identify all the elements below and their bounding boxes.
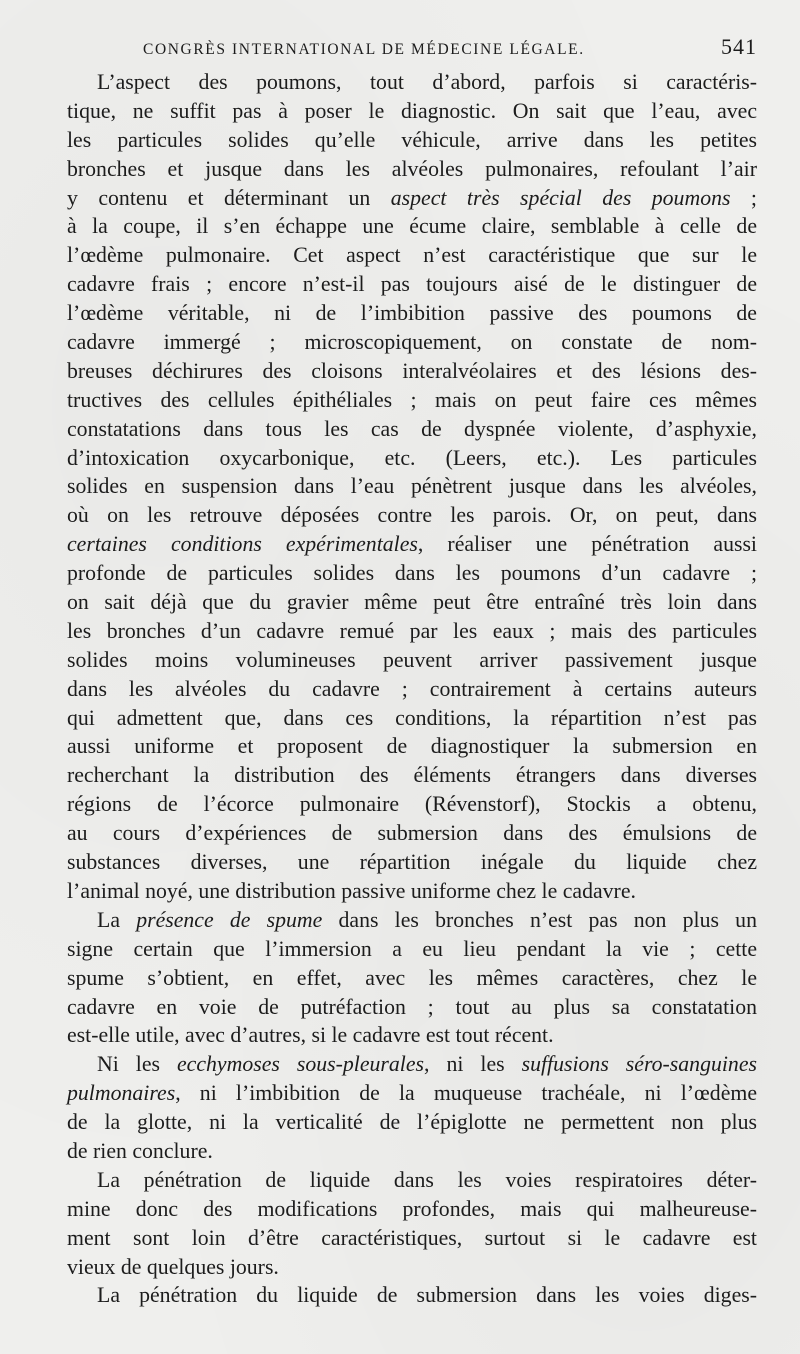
text-line [67,732,757,761]
running-title: CONGRÈS INTERNATIONAL DE MÉDECINE LÉGALE. [143,41,585,58]
text-run: profonde de particules solides dans les poumons d’un cadavre ; [67,561,757,586]
text-run: on sait déjà que du gravier même peut être entraîné très loin dans [67,590,757,615]
text-run: solides moins volumineuses peuvent arriver passivement jusque [67,647,757,672]
text-run: l’animal noyé, une distribution passive uniforme chez le cadavre. [67,878,636,903]
text-line [67,1253,757,1282]
text-line [67,501,757,530]
text-line [67,790,757,819]
text-line [67,1166,757,1195]
page-number: 541 [721,34,757,59]
text-line [67,386,757,415]
running-head [143,34,757,68]
text-line [67,935,757,964]
text-run: constatations dans tous les cas de dyspnée violente, d’asphyxie, [67,416,757,441]
text-line [67,617,757,646]
text-run: y contenu et déterminant un [67,185,391,210]
text-line [67,472,757,501]
text-run: tique, ne suffit pas à poser le diagnostic. On sait que l’eau, avec [67,98,757,123]
text-run: ; [730,185,757,210]
text-run: ment sont loin d’être caractéristiques, surtout si le cadavre est [67,1225,757,1250]
text-run: est-elle utile, avec d’autres, si le cadavre est tout récent. [67,1023,554,1048]
text-line [67,357,757,386]
text-line [67,848,757,877]
text-run: tructives des cellules épithéliales ; mais on peut faire ces mêmes [67,387,757,412]
body-text [67,68,757,1310]
text-line [67,1050,757,1079]
text-run: régions de l’écorce pulmonaire (Révenstorf), Stockis a obtenu, [67,792,757,817]
text-run: d’intoxication oxycarbonique, etc. (Leers, etc.). Les particules [67,445,757,470]
text-line [67,964,757,993]
text-run: bronches et jusque dans les alvéoles pulmonaires, refoulant l’air [67,156,757,181]
text-line [67,270,757,299]
text-run: où on les retrouve déposées contre les parois. Or, on peut, dans [67,503,757,528]
text-line [67,646,757,675]
text-run: substances diverses, une répartition inégale du liquide chez [67,850,757,875]
text-run: au cours d’expériences de submersion dans des émulsions de [67,821,757,846]
text-run: qui admettent que, dans ces conditions, la répartition n’est pas [67,705,757,730]
italic-text: aspect très spécial des poumons [390,185,731,210]
text-line [67,704,757,733]
text-line [67,1079,757,1108]
italic-text: présence de spume [136,907,323,932]
text-line [67,530,757,559]
text-line [67,184,757,213]
text-line [67,97,757,126]
text-run: , ni les [424,1052,522,1077]
text-run: l’œdème pulmonaire. Cet aspect n’est caractéristique que sur le [67,243,757,268]
text-run: aussi uniforme et proposent de diagnostiquer la submersion en [67,734,757,759]
text-run: , ni l’imbibition de la muqueuse trachéale, ni l’œdème [175,1081,757,1106]
text-line [67,328,757,357]
text-line [67,155,757,184]
text-run: cadavre frais ; encore n’est-il pas toujours aisé de le distinguer de [67,272,757,297]
text-line [67,212,757,241]
text-line [67,68,757,97]
text-line [67,993,757,1022]
text-run: La pénétration de liquide dans les voies respiratoires déter- [97,1167,757,1192]
italic-text: pulmonaires [67,1081,176,1106]
text-line [67,241,757,270]
text-line [67,906,757,935]
text-run: solides en suspension dans l’eau pénètrent jusque dans les alvéoles, [67,474,757,499]
text-line [67,559,757,588]
text-line [67,588,757,617]
italic-text: certaines conditions expérimentales [67,532,418,557]
italic-text: ecchymoses sous-pleurales [177,1052,425,1077]
text-line [67,877,757,906]
text-run: de la glotte, ni la verticalité de l’épiglotte ne permettent non plus [67,1110,757,1135]
text-line [67,444,757,473]
text-run: dans les alvéoles du cadavre ; contrairement à certains auteurs [67,676,757,701]
text-line [67,675,757,704]
text-run: signe certain que l’immersion a eu lieu pendant la vie ; cette [67,936,757,961]
italic-text: suffusions séro-sanguines [521,1052,757,1077]
text-line [67,415,757,444]
text-line [67,819,757,848]
text-run: breuses déchirures des cloisons interalvéolaires et des lésions des- [67,358,757,383]
text-line [67,1137,757,1166]
text-run: cadavre en voie de putréfaction ; tout au plus sa constatation [67,994,757,1019]
text-line [67,1021,757,1050]
text-run: cadavre immergé ; microscopiquement, on constate de nom- [67,330,757,355]
text-line [67,1224,757,1253]
text-run: Ni les [97,1052,177,1077]
text-run: , réaliser une pénétration aussi [417,532,757,557]
text-line [67,1281,757,1310]
text-line [67,1108,757,1137]
text-run: mine donc des modifications profondes, mais qui malheureuse- [67,1196,757,1221]
text-run: dans les bronches n’est pas non plus un [322,907,757,932]
text-run: les particules solides qu’elle véhicule, arrive dans les petites [67,127,757,152]
text-line [67,126,757,155]
book-page [67,34,757,1310]
text-run: les bronches d’un cadavre remué par les eaux ; mais des particules [67,618,757,643]
text-run: recherchant la distribution des éléments étrangers dans diverses [67,763,757,788]
text-run: La [97,907,137,932]
text-line [67,761,757,790]
text-line [67,299,757,328]
text-run: La pénétration du liquide de submersion dans les voies diges- [97,1283,757,1308]
text-run: l’œdème véritable, ni de l’imbibition passive des poumons de [67,301,757,326]
text-line [67,1195,757,1224]
text-run: spume s’obtient, en effet, avec les mêmes caractères, chez le [67,965,757,990]
text-run: à la coupe, il s’en échappe une écume claire, semblable à celle de [67,214,757,239]
text-run: L’aspect des poumons, tout d’abord, parfois si caractéris- [97,70,757,94]
text-run: de rien conclure. [67,1138,213,1163]
text-run: vieux de quelques jours. [67,1254,279,1279]
